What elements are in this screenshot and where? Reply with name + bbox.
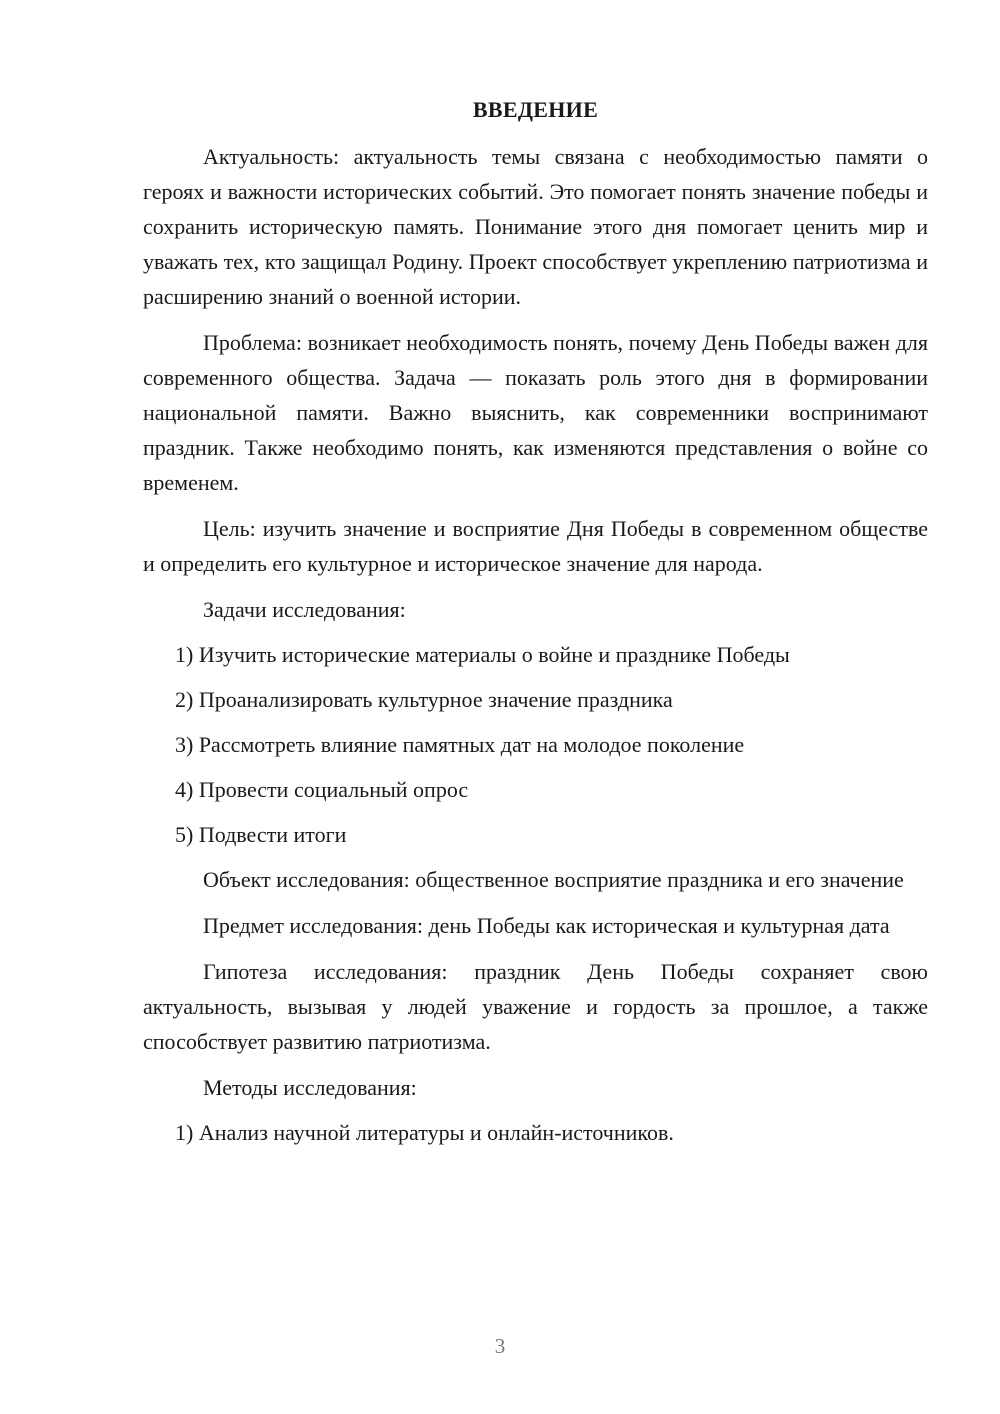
methods-list	[143, 1115, 928, 1150]
paragraph-relevance: Актуальность: актуальность темы связана с необходимостью памяти о героях и важности исторических событий. Это помогает понять значение победы и сохранить историческую память. Понимание этого дня помогает ценить мир и уважать тех, кто защищал Родину. Проект способствует укреплению патриотизма и расширению знаний о военной истории.	[143, 144, 928, 309]
list-item: 1) Изучить исторические материалы о войне и празднике Победы	[175, 642, 790, 667]
paragraph-problem: Проблема: возникает необходимость понять, почему День Победы важен для современного общества. Задача — показать роль этого дня в формировании национальной памяти. Важно выяснить, как современники воспринимают праздник. Также необходимо понять, как изменяются представления о войне со временем.	[143, 330, 928, 495]
tasks-list	[143, 637, 928, 852]
document-page	[143, 92, 928, 1160]
paragraph-goal: Цель: изучить значение и восприятие Дня Победы в современном обществе и определить его культурное и историческое значение для народа.	[143, 516, 928, 576]
list-item: 3) Рассмотреть влияние памятных дат на молодое поколение	[175, 732, 745, 757]
list-item: 4) Провести социальный опрос	[175, 777, 469, 802]
list-item: 5) Подвести итоги	[175, 822, 347, 847]
section-title: ВВЕДЕНИЕ	[472, 97, 599, 122]
list-item: 2) Проанализировать культурное значение праздника	[175, 687, 673, 712]
methods-heading: Методы исследования:	[203, 1075, 417, 1100]
paragraph-subject: Предмет исследования: день Победы как историческая и культурная дата	[203, 913, 890, 938]
tasks-heading: Задачи исследования:	[203, 597, 406, 622]
page-number: 3	[494, 1334, 506, 1358]
list-item: 1) Анализ научной литературы и онлайн-источников.	[175, 1120, 674, 1145]
paragraph-object: Объект исследования: общественное восприятие праздника и его значение	[203, 867, 904, 892]
paragraph-hypothesis: Гипотеза исследования: праздник День Победы сохраняет свою актуальность, вызывая у людей уважение и гордость за прошлое, а также способствует развитию патриотизма.	[143, 959, 928, 1054]
